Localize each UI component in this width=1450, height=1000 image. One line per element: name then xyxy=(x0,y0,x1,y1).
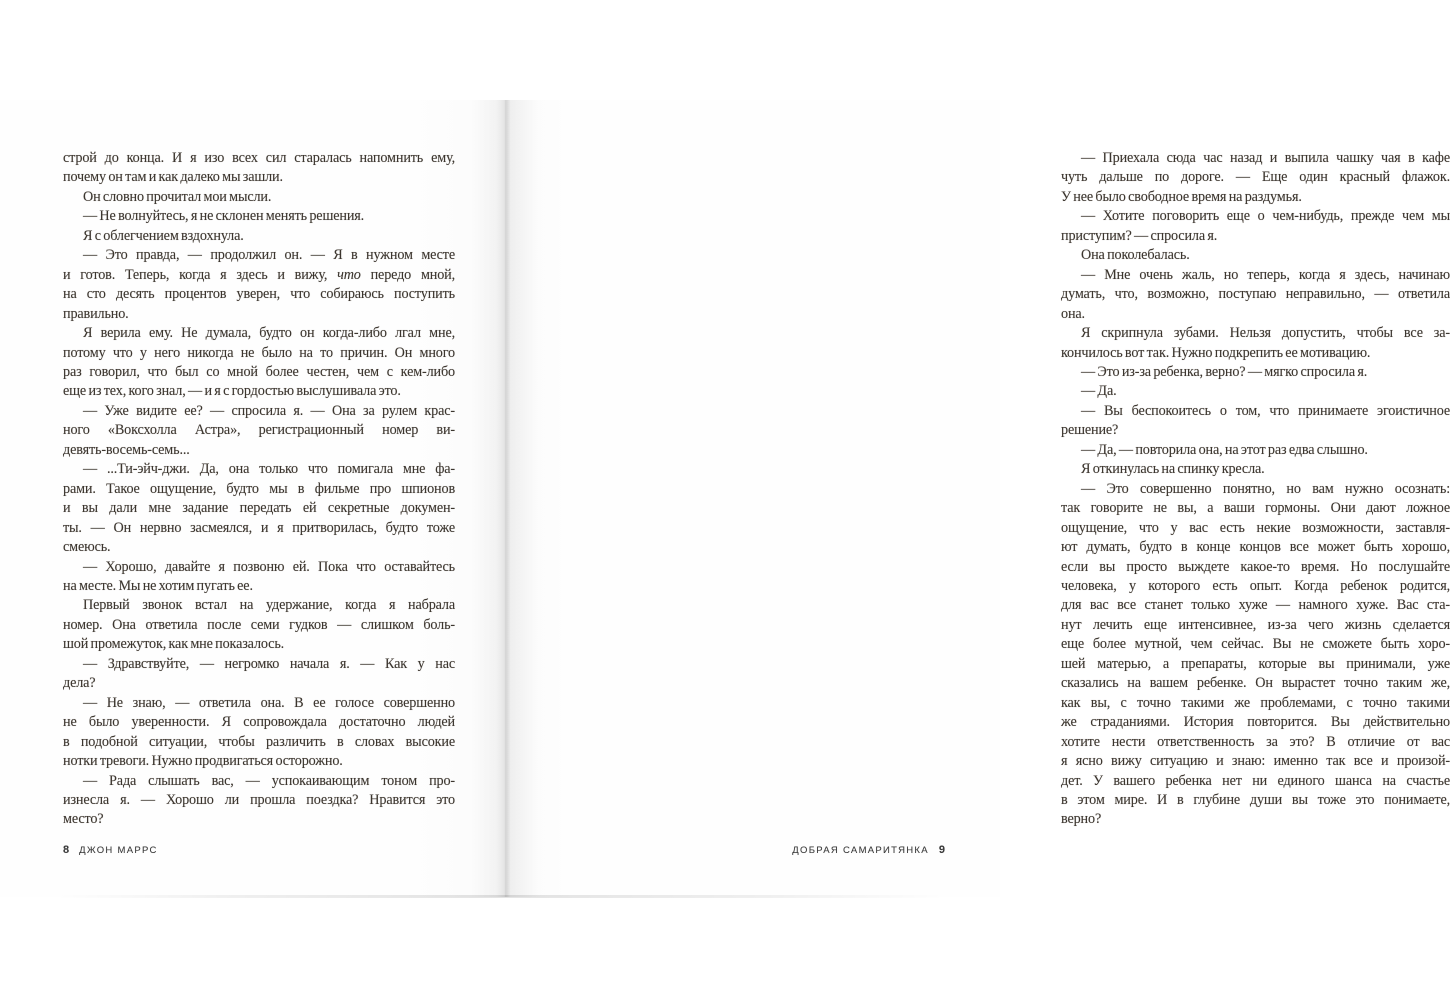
text-line: верно? xyxy=(1061,811,1102,828)
text-line: — Хорошо, давайте я позвоню ей. Пока что оставайтесь xyxy=(83,558,455,575)
paragraph xyxy=(63,655,455,694)
text-line: — Приехала сюда час назад и выпила чашку чая в кафе xyxy=(1081,150,1450,166)
paragraph xyxy=(63,246,455,324)
paragraph xyxy=(1061,460,1450,479)
text-line: на месте. Мы не хотим пугать ее. xyxy=(63,577,253,594)
right-page-number: 9 xyxy=(938,844,945,856)
text-line: если вы просто выждете какое-то время. Но послушайте xyxy=(1061,558,1450,575)
text-line: девять-восемь-семь... xyxy=(63,441,190,458)
text-line: в этом мире. И в глубине души вы тоже это понимаете, xyxy=(1061,791,1450,808)
paragraph xyxy=(63,558,455,597)
text-line: Она поколебалась. xyxy=(1081,247,1190,264)
text-line: не было уверенности. Я сопровождала достаточно людей xyxy=(63,714,455,731)
paragraph xyxy=(63,188,455,207)
paragraph xyxy=(63,694,455,772)
text-line: потому что у него никогда не было на то причин. Он много xyxy=(63,344,455,361)
text-line: в подобной ситуации, чтобы различить в словах высокие xyxy=(63,733,455,750)
text-line: рами. Такое ощущение, будто мы в фильме про шпионов xyxy=(63,480,455,497)
text-line: раз говорил, что был со мной более честен, чем с кем-либо xyxy=(63,363,455,380)
text-line: — Да, — повторила она, на этот раз едва слышно. xyxy=(1081,441,1368,458)
left-page-text xyxy=(63,149,455,830)
text-line: ты. — Он нервно засмеялся, и я притворилась, будто тоже xyxy=(63,519,455,536)
text-line: — Да. xyxy=(1081,383,1117,400)
text-line: дела? xyxy=(63,675,96,692)
paragraph xyxy=(63,324,455,402)
paragraph xyxy=(1061,207,1450,246)
text-line: для вас все станет только хуже — намного хуже. Вас ста- xyxy=(1061,597,1450,614)
text-line: ощущение, что у вас есть некие возможности, заставля- xyxy=(1061,519,1450,536)
text-line: Я скрипнула зубами. Нельзя допустить, чтобы все за- xyxy=(1081,325,1450,342)
paragraph xyxy=(1061,441,1450,460)
text-line: место? xyxy=(63,811,104,828)
text-line: так говорите не вы, а ваши гормоны. Они дают ложное xyxy=(1061,500,1450,517)
paragraph xyxy=(63,149,455,188)
paragraph xyxy=(63,227,455,246)
text-line: Я с облегчением вздохнула. xyxy=(83,227,244,244)
paragraph xyxy=(63,772,455,830)
text-line: — Это совершенно понятно, но вам нужно осознать: xyxy=(1081,480,1450,497)
right-running-title: ДОБРАЯ САМАРИТЯНКА xyxy=(792,845,929,856)
paragraph xyxy=(1061,382,1450,401)
paragraph xyxy=(1061,246,1450,265)
paragraph xyxy=(1061,324,1450,363)
text-line: нут лечить еще интенсивнее, из-за чего жизнь сделается xyxy=(1061,616,1450,633)
text-line: на сто десять процентов уверен, что собираюсь поступить xyxy=(63,286,455,303)
text-line: хотите нести ответственность за это? В отличие от вас xyxy=(1061,733,1450,750)
text-line: человека, у которого есть опыт. Когда ребенок родится, xyxy=(1061,577,1450,594)
paragraph xyxy=(63,402,455,460)
text-line: — Это правда, — продолжил он. — Я в нужном месте xyxy=(83,247,455,264)
text-line: ют думать, будто в конце концов все может быть хорошо, xyxy=(1061,539,1450,556)
text-line: — Вы беспокоитесь о том, что принимаете эгоистичное xyxy=(1081,402,1450,419)
text-line: и вы дали мне задание передать ей секретные докумен- xyxy=(63,500,455,517)
text-line: думать, что, возможно, поступаю неправильно, — ответила xyxy=(1061,286,1450,303)
right-page-text xyxy=(1061,149,1450,830)
text-line: Я откинулась на спинку кресла. xyxy=(1081,461,1265,478)
text-line: — Не знаю, — ответила она. В ее голосе совершенно xyxy=(83,694,455,711)
text-line: нотки тревоги. Нужно продвигаться осторожно. xyxy=(63,753,343,770)
text-line: и готов. Теперь, когда я здесь и вижу, что передо мной, xyxy=(63,266,455,283)
paragraph xyxy=(1061,266,1450,324)
text-line: — Не волнуйтесь, я не склонен менять решения. xyxy=(83,208,365,225)
text-line: строй до конца. И я изо всех сил старалась напомнить ему, xyxy=(63,150,455,166)
text-line: правильно. xyxy=(63,305,129,322)
text-line: чуть дальше по дороге. — Еще один красный флажок. xyxy=(1061,169,1450,186)
text-line: номер. Она ответила после семи гудков — слишком боль- xyxy=(63,616,455,633)
text-line: ного «Воксхолла Астра», регистрационный номер ви- xyxy=(63,422,455,439)
paragraph xyxy=(63,460,455,557)
text-line: Первый звонок встал на удержание, когда я набрала xyxy=(83,597,455,614)
left-page-footer xyxy=(63,844,158,856)
text-line: — Мне очень жаль, но теперь, когда я здесь, начинаю xyxy=(1081,266,1450,283)
paragraph xyxy=(1061,402,1450,441)
page-bottom-edge-shadow xyxy=(55,895,945,898)
text-line: — ...Ти-эйч-джи. Да, она только что помигала мне фа- xyxy=(83,461,455,478)
text-line: смеюсь. xyxy=(63,539,111,556)
paragraph xyxy=(63,207,455,226)
paragraph xyxy=(63,596,455,654)
text-line: еще более мутной, чем сейчас. Вы не сможете быть хоро- xyxy=(1061,636,1450,653)
left-page-number: 8 xyxy=(63,844,70,856)
text-line: почему он там и как далеко мы зашли. xyxy=(63,169,283,186)
text-line: как вы, с точно такими же проблемами, с точно такими xyxy=(1061,694,1450,711)
left-page xyxy=(0,100,505,897)
text-line: шей матерью, а препараты, которые вы принимали, уже xyxy=(1061,655,1450,672)
paragraph xyxy=(1061,149,1450,207)
text-line: — Здравствуйте, — негромко начала я. — Как у нас xyxy=(83,655,455,672)
text-line: — Это из-за ребенка, верно? — мягко спросила я. xyxy=(1081,363,1368,380)
text-line: же страданиями. История повторится. Вы действительно xyxy=(1061,714,1450,731)
left-running-title: ДЖОН МАРРС xyxy=(79,845,158,856)
text-line: еще из тех, кого знал, — и я с гордостью выслушивала это. xyxy=(63,383,401,400)
text-line: решение? xyxy=(1061,422,1119,439)
text-line: — Рада слышать вас, — успокаивающим тоном про- xyxy=(83,772,455,789)
book-gutter-shadow xyxy=(470,100,540,897)
text-line: — Хотите поговорить еще о чем-нибудь, прежде чем мы xyxy=(1081,208,1450,225)
text-line: — Уже видите ее? — спросила я. — Она за рулем крас- xyxy=(83,402,455,419)
paragraph xyxy=(1061,363,1450,382)
text-line: Он словно прочитал мои мысли. xyxy=(83,188,272,205)
book-spread xyxy=(0,100,1450,897)
text-line: она. xyxy=(1061,305,1085,322)
text-line: сказались на вашем ребенке. Он вырастет точно таким же, xyxy=(1061,675,1450,692)
text-line: шой промежуток, как мне показалось. xyxy=(63,636,285,653)
text-line: Я верила ему. Не думала, будто он когда-либо лгал мне, xyxy=(83,325,455,342)
right-page xyxy=(505,100,1450,897)
text-line: я ясно вижу ситуацию и знаю: именно так все и произой- xyxy=(1061,753,1450,770)
text-line: кончилось вот так. Нужно подкрепить ее мотивацию. xyxy=(1061,344,1371,361)
text-line: приступим? — спросила я. xyxy=(1061,227,1218,244)
text-line: изнесла я. — Хорошо ли прошла поездка? Нравится это xyxy=(63,791,455,808)
right-page-footer xyxy=(792,844,945,856)
text-line: У нее было свободное время на раздумья. xyxy=(1061,188,1302,205)
paragraph xyxy=(1061,480,1450,830)
text-line: дет. У вашего ребенка нет ни единого шанса на счастье xyxy=(1061,772,1450,789)
